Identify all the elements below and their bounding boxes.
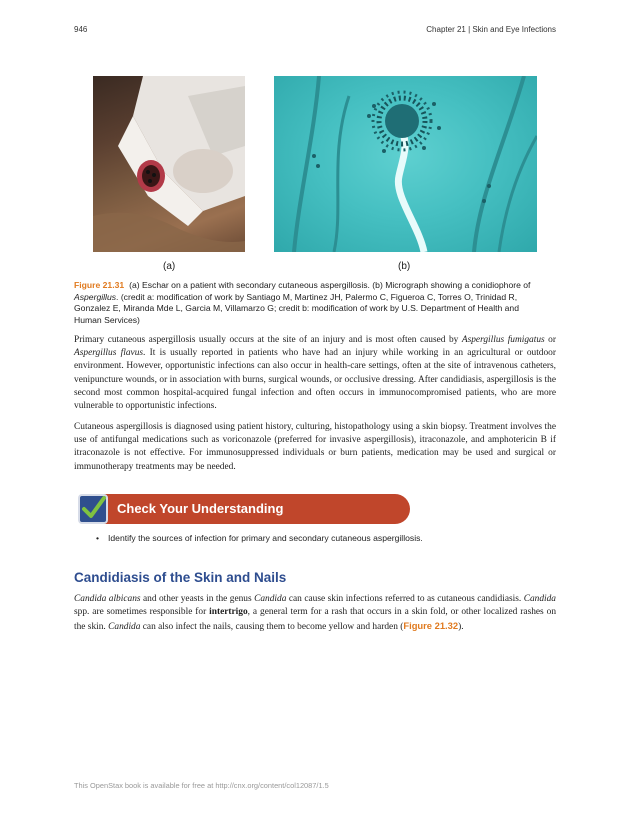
chapter-header: Chapter 21 | Skin and Eye Infections: [426, 25, 556, 34]
caption-credit: . (credit a: modification of work by Santiago M, Martinez JH, Palermo C, Figueroa C, Torres O, Trinidad R, Gonzalez E, Miranda Mde L, Garcia M, Villamarzo G; credit b: modification of work by U.S. Department of Health and Human Services): [74, 291, 519, 325]
s-species-1: Candida albicans: [74, 594, 141, 604]
section-heading: Candidiasis of the Skin and Nails: [74, 570, 287, 585]
p1-text-3: . It is usually reported in patients who have had an injury while working in an agricultural or outdoor environment. However, opportunistic infections can also occur in health-care settings, often at the site of intravenous catheters, venipuncture wounds, or in association with burns, surgical wounds, or occlusive dressing. After candidiasis, aspergillosis is the second most common hospital-acquired fungal infection and often occurs in immunocompromised patients, who are more vulnerable to opportunistic infections.: [74, 348, 556, 412]
figure-caption: [74, 280, 544, 326]
caption-text: (a) Eschar on a patient with secondary cutaneous aspergillosis. (b) Micrograph showing a conidiophore of: [129, 280, 531, 290]
paragraph-primary-aspergillosis: [74, 334, 556, 413]
s-genus-3: Candida: [108, 622, 141, 633]
figure-label-a: (a): [163, 261, 176, 272]
figure-image-b-micrograph: [274, 76, 537, 252]
s-text-5: can also infect the nails, causing them to become yellow and harden (: [140, 622, 404, 633]
footer-note: This OpenStax book is available for free at http://cnx.org/content/col12087/1.5: [74, 781, 329, 790]
figure-link[interactable]: Figure 21.32: [403, 620, 459, 632]
paragraph-candidiasis: [74, 593, 556, 635]
s-text-3: spp. are sometimes responsible for: [74, 607, 210, 618]
figure-image-a-eschar: [93, 76, 245, 252]
key-term-intertrigo: intertrigo: [209, 607, 248, 618]
check-understanding-title: Check Your Understanding: [117, 501, 284, 516]
s-genus-1: Candida: [254, 594, 287, 604]
list-item: [96, 533, 423, 543]
s-genus-2: Candida: [523, 594, 556, 604]
figure-number: Figure 21.31: [74, 280, 125, 290]
page-number: 946: [74, 25, 88, 34]
s-text-1: and other yeasts in the genus: [140, 594, 255, 604]
check-understanding-item: Identify the sources of infection for primary and secondary cutaneous aspergillosis.: [108, 533, 423, 543]
figure-label-b: (b): [398, 261, 411, 272]
s-text-6: ).: [458, 622, 464, 633]
p1-text-1: Primary cutaneous aspergillosis usually occurs at the site of an injury and is most often caused by: [74, 335, 462, 345]
p1-species-1: Aspergillus fumigatus: [461, 335, 545, 345]
paragraph-diagnosis-treatment: Cutaneous aspergillosis is diagnosed using patient history, culturing, histopathology using a skin biopsy. Treatment involves the use of antifungal medications such as voriconazole (preferred for invasive aspergillosis), itraconazole, and amphotericin B if itraconazole is not effective. For immunosuppressed individuals or burn patients, medication may be used and surgical or immunotherapy treatments may be needed.: [74, 422, 556, 472]
bullet-marker: •: [96, 533, 100, 543]
caption-genus: Aspergillus: [74, 291, 117, 302]
s-text-2: can cause skin infections referred to as cutaneous candidiasis.: [286, 594, 524, 604]
checkmark-icon: [78, 494, 108, 524]
s-text-4: , a general term for a rash that occurs in a skin fold, or other localized rashes on the skin.: [74, 607, 557, 633]
p1-text-2: or: [544, 335, 556, 345]
p1-species-2: Aspergillus flavus: [74, 348, 144, 359]
